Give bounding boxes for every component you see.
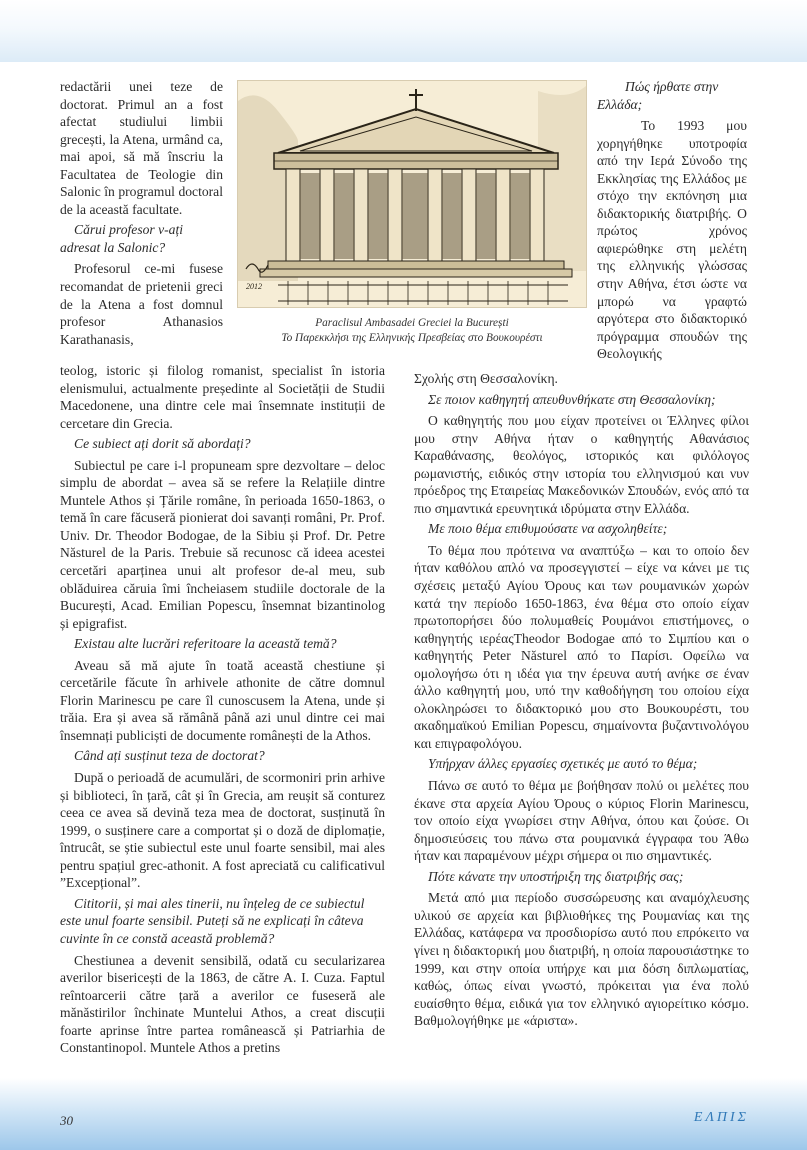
interview-question: Ce subiect ați dorit să abordați? — [74, 436, 251, 452]
paragraph: teolog, istoric și filolog romanist, specialist în istoria elenismului, actualmente președinte al Societății de Studii Macedonene, una dintre cele mai însemnate instituții de cercetare din Grecia. — [60, 363, 385, 431]
bottom-gradient-band — [0, 1078, 807, 1150]
church-drawing — [238, 81, 586, 307]
paragraph: Σχολής στη Θεσσαλονίκη. — [414, 371, 558, 386]
paragraph: Subiectul pe care i-l propuneam spre dezvoltare – deloc simplu de abordat – avea să se refere la Relațiile dintre Muntele Athos și Țările române, în perioada 1650-1863, o temă în care făcuseră pionierat doi savanți români, Pr. Prof. Univ. Dr. Theodor Bodogae, de la Sibiu și Prof. Dr. Petre Năsturel de la Paris. Trebuie să recunosc că ideea acestei cercetări aparținea unui alt profesor de-al meu, sub oblăduirea căruia îmi încheiasem studiile doctorale de la București, Acad. Emilian Popescu, însemnat bizantinolog și epigrafist. — [60, 457, 385, 631]
paragraph: Το 1993 μου χορηγήθηκε υποτροφία από την Ιερά Σύνοδο της Εκκλησίας της Ελλάδος με στόχο την εκπόνηση μια διδακτορικής διατριβής. Ο πρώτος χρόνος αφιερώθηκε στη μελέτη της ελληνικής γλώσσας στην Αθήνα, έτσι ώστε να μπορώ να γραφτώ αργότερα στο διδακτορικό πρόγραμμα σπουδών της Θεολογικής — [597, 118, 747, 362]
right-column-narrow — [597, 78, 747, 365]
left-column-wide — [60, 362, 385, 1059]
journal-name: ΕΛΠΙΣ — [693, 1110, 749, 1125]
paragraph: Profesorul ce-mi fusese recomandat de prietenii greci de la Atena a fost domnul profesor Athanasios Karathanasis, — [60, 261, 223, 347]
interview-question: Cărui profesor v-ați adresat la Salonic? — [60, 222, 184, 255]
figure-caption-greek: Το Παρεκκλήσι της Ελληνικής Πρεσβείας στο Βουκουρέστι — [281, 332, 543, 344]
paragraph: Chestiunea a devenit sensibilă, odată cu secularizarea averilor bisericești de la 1863, de către A. I. Cuza. Faptul reîntoarcerii către țară a averilor ce fuseseră ale mănăstirilor închinate Muntelui Athos, a creat discuții foarte aprinse între partea românească și Patriarhia de Constantinopol. Muntele Athos a pretins — [60, 952, 385, 1056]
left-column-narrow — [60, 78, 223, 350]
paragraph: După o perioadă de acumulări, de scormoniri prin arhive și biblioteci, în țară, cât și în Grecia, am reușit să conturez ceea ce avea să devină teza mea de doctorat, susținută în 1999, o susținere care a comportat și o doză de diplomație, întrucât, se știe subiectul este unul foarte sensibil, mai ales pentru spațiul grec-athonit. A fost apreciată cu calificativul ”Excepțional”. — [60, 770, 385, 891]
church-illustration — [237, 80, 587, 308]
interview-question: Με ποιο θέμα επιθυμούσατε να ασχοληθείτε; — [428, 521, 668, 537]
paragraph: Μετά από μια περίοδο συσσώρευσης και αναμόχλευσης υλικού σε αρχεία και βιβλιοθήκες της Ρουμανίας και της Ελλάδας, κατάφερα να προσδιορίσω αυτό που επρόκειτο να γίνει η διδακτορική μου διατριβή, η οποία παρουσιάστηκε το 1999, και στην οποία υπήρχε και μια δόση διπλωματίας, καθώς, όπως είναι γνωστό, πρόκειται για ένα πολύ ευαίσθητο θέμα, ειδικά για τον ελληνικό αγιορείτικο κόσμο. Βαθμολογήθηκε με «άριστα». — [414, 890, 749, 1029]
signature-year: 2012 — [246, 282, 262, 291]
paragraph: Aveau să mă ajute în toată această chestiune și cercetările făcute în arhivele athonite de către domnul Florin Marinescu pe care îl cunoscusem la Atena, unde și trăia. Era și avea să rămână până azi unul dintre cei mai însemnați publiciști de documente românești de la Athos. — [60, 657, 385, 743]
page-number: 30 — [60, 1113, 73, 1128]
paragraph: Πάνω σε αυτό το θέμα με βοήθησαν πολύ οι μελέτες που έκανε στα αρχεία Αγίου Όρους ο κύριος Florin Marinescu, τον οποίο είχα γνωρίσει στην Αθήνα, όπου και ζούσε. Οι δημοσιεύσεις του πάνω στα ρουμανικά έγγραφα του Άθω ήταν και παραμένουν μέχρι σήμερα οι πιο σημαντικές. — [414, 778, 749, 864]
interview-question: Cititorii, și mai ales tinerii, nu înțeleg de ce subiectul este unul foarte sensibil. Puteți să ne explicați în câteva cuvinte în ce constă această problemă? — [60, 895, 365, 946]
top-gradient-band — [0, 0, 807, 62]
paragraph: Το θέμα που πρότεινα να αναπτύξω – και το οποίο δεν ήταν καθόλου απλό να προσεγγιστεί – είχε να κάνει με τις σχέσεις μεταξύ Αγίου Όρους και των ρουμανικών χωρών κατά την περίοδο 1650-1863, ένα θέμα στο οποίο είχαν πρωτοπορήσει δύο πολυμαθείς Ρουμάνοι επιστήμονες, ο καθηγητής ιερέαςTheodor Bodogae από το Σιμπίου και ο καθηγητής Peter Năsturel από το Παρίσι. Οφείλω να ομολογήσω ότι η ιδέα για την έρευνα αυτή ανήκε σε έναν άλλο καθηγητή μου, υπό την καθοδήγηση του οποίου είχα ολοκληρώσει το διδακτορικό μου στο Βουκουρέστι, του ακαδημαϊκού Emilian Popescu, σημαίνοντα βυζαντινολόγου και επιγραφολόγου. — [414, 542, 749, 751]
interview-question: Existau alte lucrări referitoare la această temă? — [74, 636, 337, 652]
interview-question: Când ați susținut teza de doctorat? — [74, 748, 265, 764]
paragraph: redactării unei teze de doctorat. Primul an a fost afectat studiului limbii grecești, la Atena, urmând ca, mai apoi, să mă înscriu la Facultatea de Teologie din Salonic în programul doctoral de la această facultate. — [60, 79, 223, 217]
interview-question: Υπήρχαν άλλες εργασίες σχετικές με αυτό το θέμα; — [428, 756, 698, 772]
right-column-wide — [414, 370, 749, 1032]
interview-question: Πότε κάνατε την υποστήριξη της διατριβής σας; — [428, 868, 684, 884]
interview-question: Σε ποιον καθηγητή απευθυνθήκατε στη Θεσσαλονίκη; — [428, 391, 716, 407]
figure-caption-romanian: Paraclisul Ambasadei Greciei la București — [315, 317, 509, 329]
paragraph: Ο καθηγητής που μου είχαν προτείνει οι Έλληνες φίλοι μου στην Αθήνα ήταν ο καθηγητής Αθανάσιος Καραθάνασης, θεολόγος, ιστορικός και φιλόλογος ρωμανιστής, ειδικός στην ιστορία του ελληνισμού και νυν πρόεδρος της Εταιρείας Μακεδονικών Σπουδών, ενός από τα πιο σημαντικά ερευνητικά ιδρύματα στην Ελλάδα. — [414, 413, 749, 516]
interview-question: Πώς ήρθατε στην Ελλάδα; — [597, 79, 719, 112]
